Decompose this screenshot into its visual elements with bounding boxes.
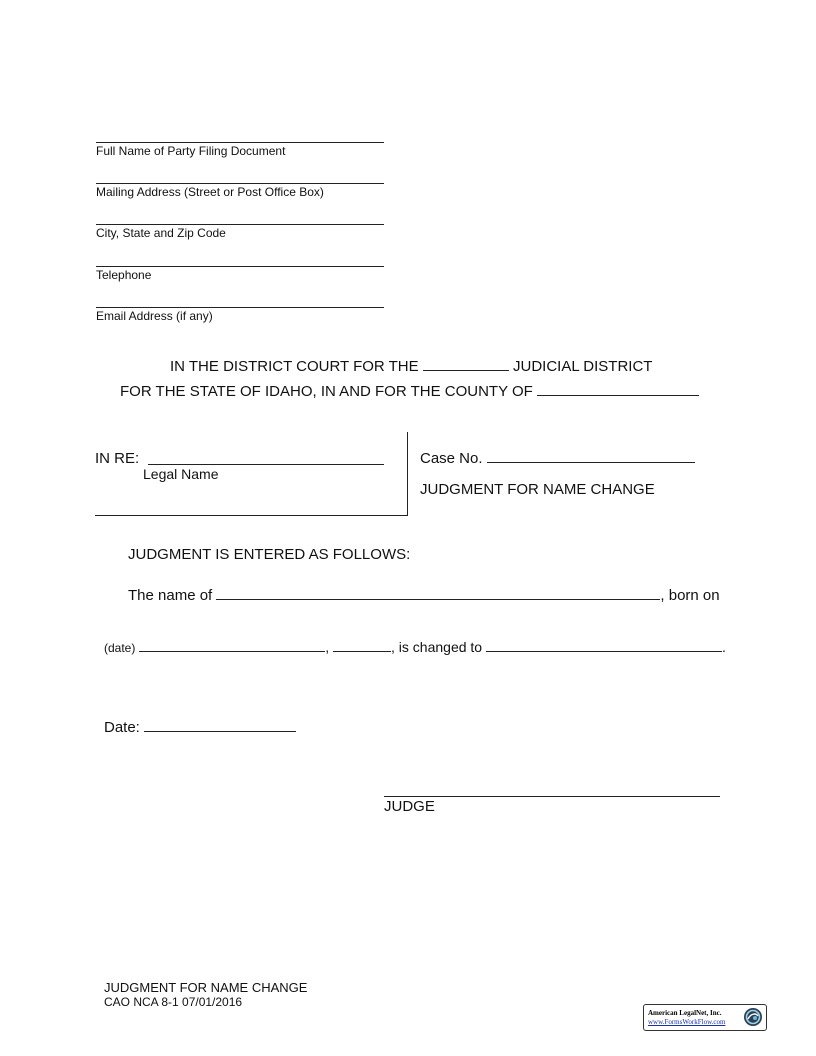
changed-to-label: , is changed to (391, 639, 483, 655)
logo-company-text: American LegalNet, Inc. (648, 1009, 722, 1017)
full-name-line[interactable] (96, 142, 384, 143)
date-blank[interactable] (144, 717, 296, 732)
telephone-line[interactable] (96, 266, 384, 267)
mailing-address-label: Mailing Address (Street or Post Office Box) (96, 185, 324, 199)
birth-date-blank[interactable] (139, 637, 325, 652)
footer-form-title: JUDGMENT FOR NAME CHANGE (104, 980, 308, 995)
new-name-blank[interactable] (486, 637, 722, 652)
caption-vertical-divider (407, 432, 408, 516)
judge-signature-line[interactable] (384, 796, 720, 797)
city-state-zip-line[interactable] (96, 224, 384, 225)
county-prefix: FOR THE STATE OF IDAHO, IN AND FOR THE COUNTY OF (120, 383, 533, 400)
comma-one: , (325, 639, 330, 655)
case-no-blank[interactable] (487, 448, 695, 463)
date-paren-label: (date) (104, 641, 136, 655)
globe-icon (743, 1007, 763, 1027)
judge-label: JUDGE (384, 798, 435, 815)
telephone-label: Telephone (96, 268, 152, 282)
court-header-line2 (120, 381, 699, 400)
court-header-suffix: JUDICIAL DISTRICT (512, 358, 653, 375)
period: . (721, 639, 726, 655)
full-name-label: Full Name of Party Filing Document (96, 144, 286, 158)
case-no-label: Case No. (420, 450, 483, 467)
logo-url-link[interactable]: www.FormsWorkFlow.com (648, 1018, 726, 1026)
name-of-row (128, 585, 720, 604)
case-no-row (420, 448, 695, 467)
county-blank[interactable] (537, 381, 699, 396)
current-name-blank[interactable] (216, 585, 660, 600)
court-header-prefix: IN THE DISTRICT COURT FOR THE (170, 358, 419, 375)
judicial-district-blank[interactable] (423, 356, 509, 371)
born-on-label: , born on (660, 587, 720, 604)
mailing-address-line[interactable] (96, 183, 384, 184)
date-changed-row (104, 637, 726, 655)
name-of-label: The name of (128, 587, 213, 604)
city-state-zip-label: City, State and Zip Code (96, 226, 226, 240)
american-legalnet-logo[interactable] (643, 1004, 767, 1031)
judgment-intro: JUDGMENT IS ENTERED AS FOLLOWS: (128, 546, 411, 563)
date-row (104, 717, 296, 736)
court-header-line1 (170, 356, 652, 375)
legal-name-label: Legal Name (143, 466, 219, 482)
date-label: Date: (104, 719, 140, 736)
caption-bottom-rule (95, 515, 408, 516)
year-blank[interactable] (333, 637, 391, 652)
in-re-label: IN RE: (95, 450, 140, 467)
footer-form-code: CAO NCA 8-1 07/01/2016 (104, 995, 243, 1009)
email-label: Email Address (if any) (96, 309, 213, 323)
legal-name-line[interactable] (148, 464, 384, 465)
email-line[interactable] (96, 307, 384, 308)
document-title: JUDGMENT FOR NAME CHANGE (420, 481, 655, 498)
